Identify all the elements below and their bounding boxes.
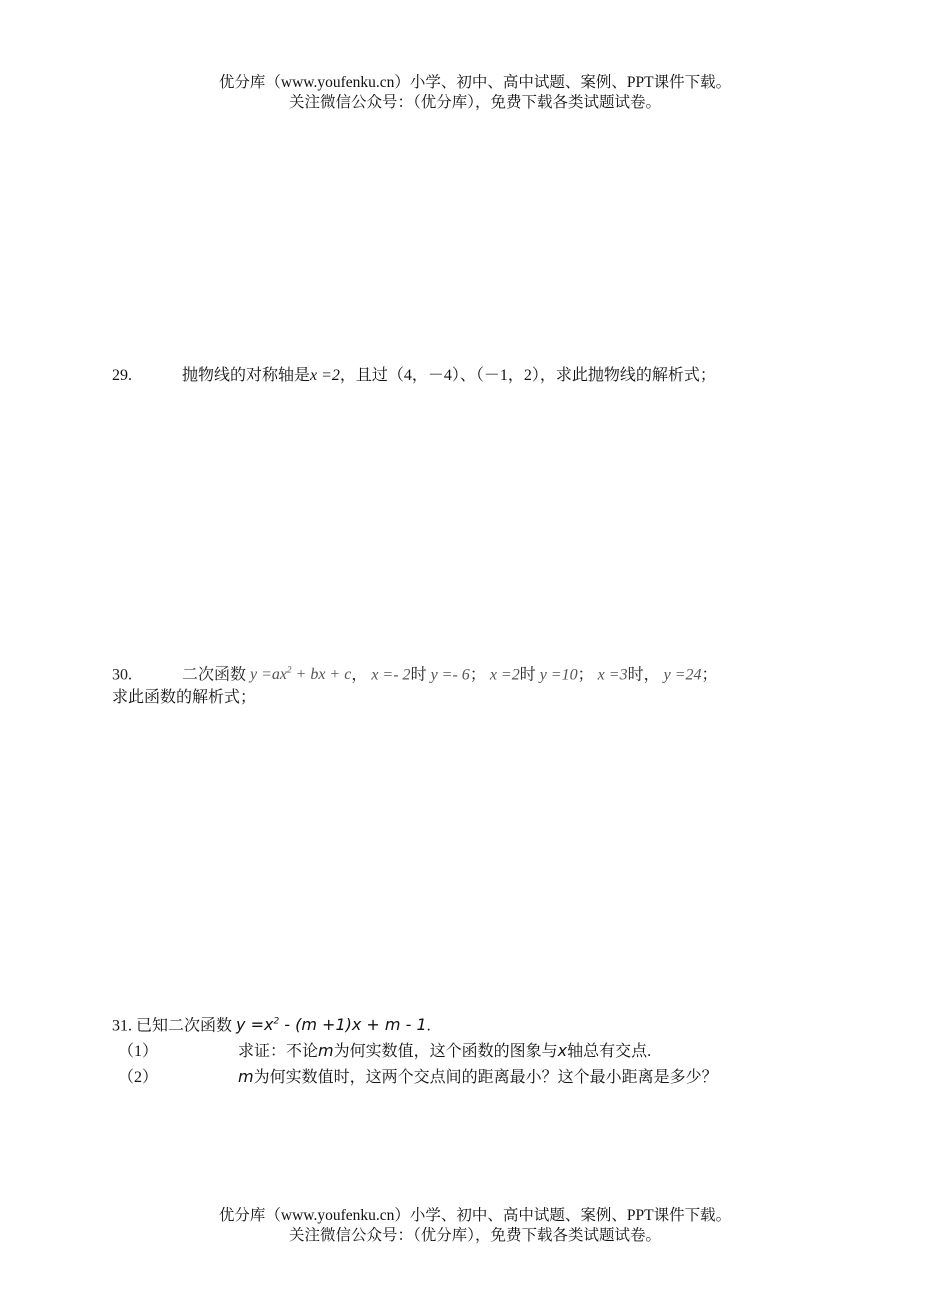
math-expression: $y =ax^2$ + bx + c (250, 665, 352, 684)
question-text: 为何实数值时，这两个交点间的距离最小？这个最小距离是多少？ (253, 1069, 718, 1086)
question-30-line-2: 求此函数的解析式； (112, 689, 257, 706)
question-number: 30. (112, 666, 132, 684)
question-text: 轴总有交点. (567, 1043, 652, 1060)
question-31-part-1 (118, 1040, 651, 1063)
math-variable: m (238, 1067, 254, 1086)
question-text: 时， (627, 666, 660, 684)
question-number: 31. (112, 1017, 132, 1035)
question-31-part-2 (118, 1066, 718, 1089)
question-text: 时 (410, 666, 427, 684)
math-expression: x =2 (310, 367, 340, 384)
math-expression: x =- 2 (371, 666, 411, 684)
question-30 (112, 659, 718, 686)
math-variable: x (557, 1041, 568, 1060)
separator: ， (351, 666, 368, 684)
part-label: （1） (118, 1043, 159, 1060)
math-expression: $y =x^2 - (m +1)x + m - 1$ (236, 1015, 427, 1035)
math-variable: m (318, 1041, 334, 1060)
question-text: 抛物线的对称轴是 (182, 367, 311, 384)
question-31 (112, 1011, 431, 1037)
question-text: 二次函数 (182, 666, 247, 684)
question-number: 29. (112, 367, 132, 384)
question-text: ，且过（4，－4）、（－1，2），求此抛物线的解析式； (339, 367, 716, 384)
header-line-2: 关注微信公众号：（优分库），免费下载各类试题试卷。 (288, 94, 661, 111)
math-expression: x =3 (597, 666, 628, 684)
question-29 (112, 365, 716, 387)
question-text: 已知二次函数 (136, 1017, 233, 1035)
math-expression: y =24 (663, 666, 702, 684)
separator: ； (701, 666, 718, 684)
separator: ； (577, 666, 594, 684)
part-label: （2） (118, 1069, 159, 1086)
footer-line-2: 关注微信公众号：（优分库），免费下载各类试题试卷。 (288, 1227, 661, 1244)
header-line-1: 优分库（www.youfenku.cn）小学、初中、高中试题、案例、PPT课件下载。 (218, 74, 732, 91)
math-expression: y =- 6 (430, 666, 470, 684)
separator: ； (469, 666, 486, 684)
footer-line-1: 优分库（www.youfenku.cn）小学、初中、高中试题、案例、PPT课件下载。 (218, 1207, 732, 1224)
question-text: 为何实数值，这个函数的图象与 (333, 1043, 558, 1060)
question-text: 时 (519, 666, 536, 684)
period: . (426, 1017, 431, 1035)
question-text: 求证：不论 (238, 1043, 319, 1060)
math-expression: x =2 (489, 666, 520, 684)
math-expression: y =10 (539, 666, 578, 684)
